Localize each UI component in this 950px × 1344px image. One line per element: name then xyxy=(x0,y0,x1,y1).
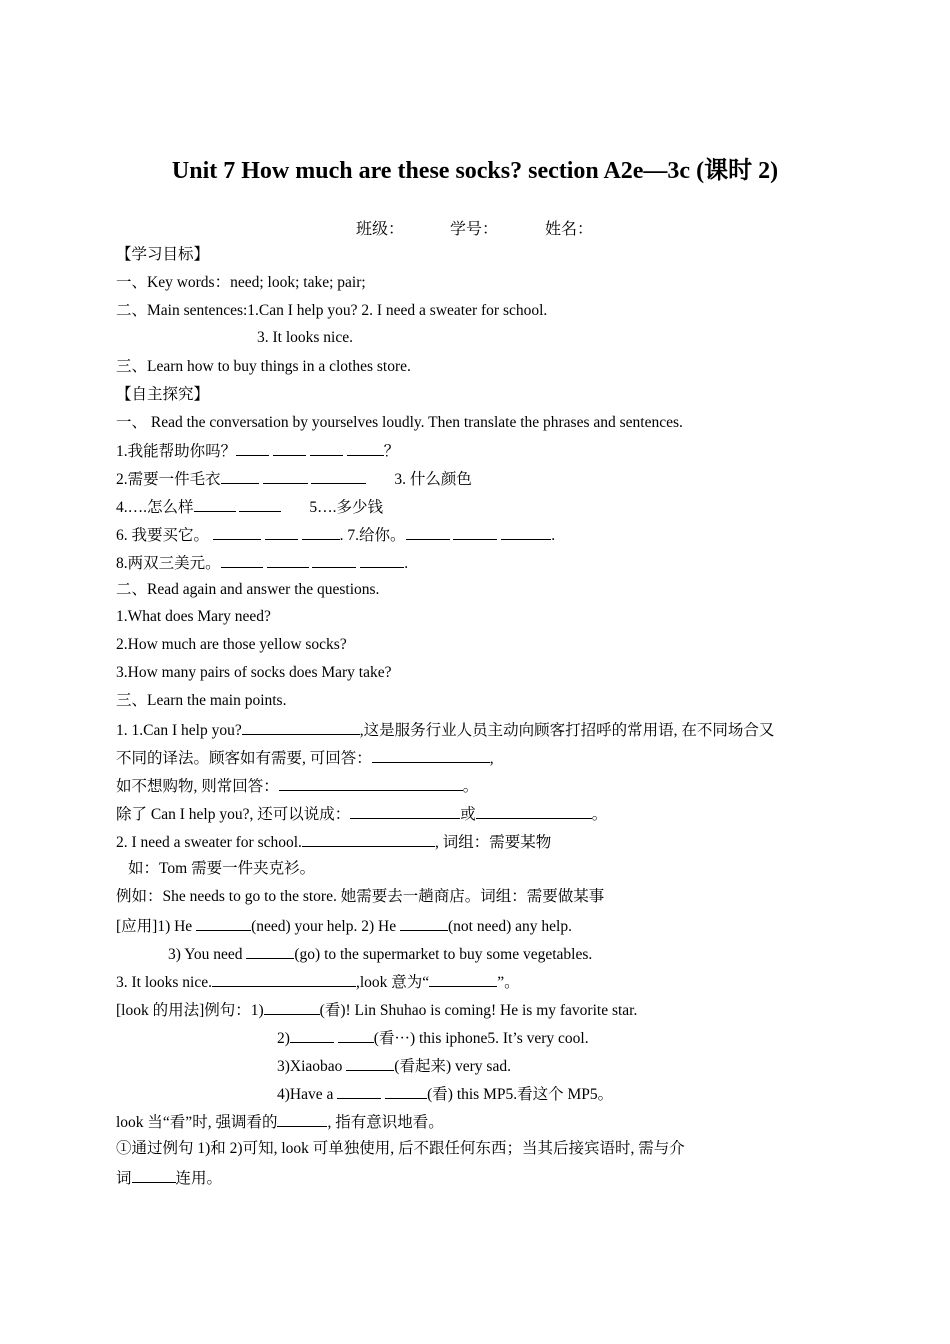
translate-q7-prompt: . 7.给你。 xyxy=(339,527,406,544)
answer-blank[interactable] xyxy=(501,524,551,540)
answer-blank[interactable] xyxy=(246,943,294,959)
self-study-heading: 【自主探究】 xyxy=(116,386,210,403)
look-example-4-num: 4)Have a xyxy=(277,1086,338,1103)
answer-blank[interactable] xyxy=(242,719,360,735)
class-label: 班级： xyxy=(356,221,405,238)
look-note-end: , 指有意识地看。 xyxy=(327,1114,444,1131)
page-title: Unit 7 How much are these socks? section A2e—3c (课时 2) xyxy=(171,158,779,184)
point2-text: 2. I need a sweater for school. xyxy=(116,834,302,851)
point3-line xyxy=(116,971,520,993)
translate-q6-prompt: 6. 我要买它。 xyxy=(116,527,210,544)
apply-1-text: [应用]1) He xyxy=(116,918,197,935)
answer-blank[interactable] xyxy=(347,440,384,456)
look-rule-end: 连用。 xyxy=(175,1170,223,1187)
point1-punct: 。 xyxy=(462,778,479,795)
question-2: 2.How much are those yellow socks? xyxy=(116,636,347,653)
answer-blank[interactable] xyxy=(400,915,448,931)
answer-blank[interactable] xyxy=(221,552,263,568)
answer-blank[interactable] xyxy=(236,440,269,456)
look-example-3 xyxy=(277,1055,511,1077)
main-sentences-line: 二、Main sentences:1.Can I help you? 2. I need a sweater for school. xyxy=(116,302,548,319)
look-example-2 xyxy=(277,1027,589,1049)
translate-q5-prompt: 5….多少钱 xyxy=(309,499,384,516)
point1-line-c xyxy=(116,775,478,797)
point2-apply-line-3 xyxy=(168,943,592,965)
look-rule-line-a: ①通过例句 1)和 2)可知, look 可单独使用, 后不跟任何东西；当其后接宾语时, 需与介 xyxy=(116,1140,685,1157)
point1-explanation: ,这是服务行业人员主动向顾客打招呼的常用语, 在不同场合又 xyxy=(359,722,775,739)
translate-q8-prompt: 8.两双三美元。 xyxy=(116,555,221,572)
point1-text: 1. 1.Can I help you? xyxy=(116,722,242,739)
answer-blank[interactable] xyxy=(312,552,356,568)
translate-q2-prompt: 2.需要一件毛衣 xyxy=(116,471,221,488)
point1-line-d xyxy=(116,803,607,825)
translate-q3-prompt: 3. 什么颜色 xyxy=(394,471,472,488)
point1-alt-prompt: 除了 Can I help you?, 还可以说成： xyxy=(116,806,351,823)
point1-punct: 。 xyxy=(591,806,608,823)
student-name-label: 姓名： xyxy=(545,221,594,238)
answer-blank[interactable] xyxy=(311,468,366,484)
apply-3-end: (go) to the supermarket to buy some vegetables. xyxy=(294,946,593,963)
point1-punct: , xyxy=(489,750,494,767)
point3-meaning: ,look 意为“ xyxy=(356,974,430,991)
translate-q4-q5 xyxy=(116,496,383,518)
answer-blank[interactable] xyxy=(213,524,261,540)
look-example-4-text: (看) this MP5.看这个 MP5。 xyxy=(427,1086,614,1103)
answer-blank[interactable] xyxy=(194,496,236,512)
translate-q1 xyxy=(116,440,399,462)
answer-blank[interactable] xyxy=(350,803,460,819)
key-words-line: 一、Key words：need; look; take; pair; xyxy=(116,274,366,291)
answer-blank[interactable] xyxy=(239,496,281,512)
apply-2-text: (need) your help. 2) He xyxy=(251,918,400,935)
answer-blank[interactable] xyxy=(302,831,435,847)
point2-phrase: , 词组：需要某物 xyxy=(434,834,552,851)
look-usage-label: [look 的用法]例句：1) xyxy=(116,1002,264,1019)
answer-blank[interactable] xyxy=(221,468,259,484)
main-points-line: 三、Learn the main points. xyxy=(116,692,287,709)
point2-apply-line-1 xyxy=(116,915,572,937)
look-example-1-text: (看)! Lin Shuhao is coming! He is my favorite star. xyxy=(319,1002,638,1019)
look-example-4 xyxy=(277,1083,613,1105)
look-rule-prep: 词 xyxy=(116,1170,132,1187)
point2-example-tom: 如：Tom 需要一件夹克衫。 xyxy=(128,860,316,877)
answer-blank[interactable] xyxy=(372,747,490,763)
answer-blank[interactable] xyxy=(453,524,497,540)
answer-blank[interactable] xyxy=(360,552,404,568)
point1-or: 或 xyxy=(460,806,476,823)
look-example-2-text: (看···) this iphone5. It’s very cool. xyxy=(373,1030,589,1047)
main-sentences-line-3: 3. It looks nice. xyxy=(257,329,353,346)
answer-blank[interactable] xyxy=(310,440,343,456)
read-conversation-line: 一、 Read the conversation by yourselves loudly. Then translate the phrases and sentences. xyxy=(116,414,683,431)
apply-3-text: 3) You need xyxy=(168,946,247,963)
point1-decline-prompt: 如不想购物, 则常回答： xyxy=(116,778,279,795)
translate-q1-end: ？ xyxy=(383,443,400,460)
look-example-2-num: 2) xyxy=(277,1030,290,1047)
answer-blank[interactable] xyxy=(302,524,340,540)
translate-q6-q7 xyxy=(116,524,555,546)
answer-blank[interactable] xyxy=(337,1083,381,1099)
translate-q2-q3 xyxy=(116,468,472,490)
point1-line-a xyxy=(116,719,774,741)
answer-blank[interactable] xyxy=(267,552,309,568)
question-1: 1.What does Mary need? xyxy=(116,608,271,625)
objectives-heading: 【学习目标】 xyxy=(116,246,210,263)
answer-blank[interactable] xyxy=(273,440,306,456)
translate-q1-prompt: 1.我能帮助你吗？ xyxy=(116,443,237,460)
look-example-3-text: (看起来) very sad. xyxy=(394,1058,511,1075)
answer-blank[interactable] xyxy=(265,524,298,540)
answer-blank[interactable] xyxy=(385,1083,427,1099)
look-note-text: look 当“看”时, 强调看的 xyxy=(116,1114,278,1131)
answer-blank[interactable] xyxy=(338,1027,374,1043)
answer-blank[interactable] xyxy=(196,915,251,931)
apply-2-end: (not need) any help. xyxy=(447,918,572,935)
answer-blank[interactable] xyxy=(264,999,320,1015)
translate-q8-end: . xyxy=(404,555,409,572)
look-note-line xyxy=(116,1111,444,1133)
answer-blank[interactable] xyxy=(406,524,450,540)
look-rule-line-b xyxy=(116,1167,222,1189)
look-example-3-num: 3)Xiaobao xyxy=(277,1058,347,1075)
answer-blank[interactable] xyxy=(279,775,463,791)
translate-q8 xyxy=(116,552,408,574)
answer-blank[interactable] xyxy=(290,1027,334,1043)
point2-line-a xyxy=(116,831,551,853)
answer-blank[interactable] xyxy=(346,1055,394,1071)
look-example-1 xyxy=(116,999,637,1021)
read-again-line: 二、Read again and answer the questions. xyxy=(116,581,380,598)
answer-blank[interactable] xyxy=(212,971,356,987)
answer-blank[interactable] xyxy=(277,1111,327,1127)
point3-text: 3. It looks nice. xyxy=(116,974,212,991)
point3-end: ”。 xyxy=(497,974,520,991)
translate-q7-end: . xyxy=(551,527,556,544)
student-number-label: 学号： xyxy=(450,221,499,238)
point1-line-b xyxy=(116,747,494,769)
question-3: 3.How many pairs of socks does Mary take? xyxy=(116,664,392,681)
learn-buy-line: 三、Learn how to buy things in a clothes store. xyxy=(116,358,411,375)
point2-example-she: 例如：She needs to go to the store. 她需要去一趟商店。词组：需要做某事 xyxy=(116,888,605,905)
answer-blank[interactable] xyxy=(476,803,592,819)
answer-blank[interactable] xyxy=(429,971,497,987)
point1-answer-prompt: 不同的译法。顾客如有需要, 可回答： xyxy=(116,750,372,767)
translate-q4-prompt: 4.….怎么样 xyxy=(116,499,194,516)
answer-blank[interactable] xyxy=(263,468,308,484)
answer-blank[interactable] xyxy=(132,1167,176,1183)
